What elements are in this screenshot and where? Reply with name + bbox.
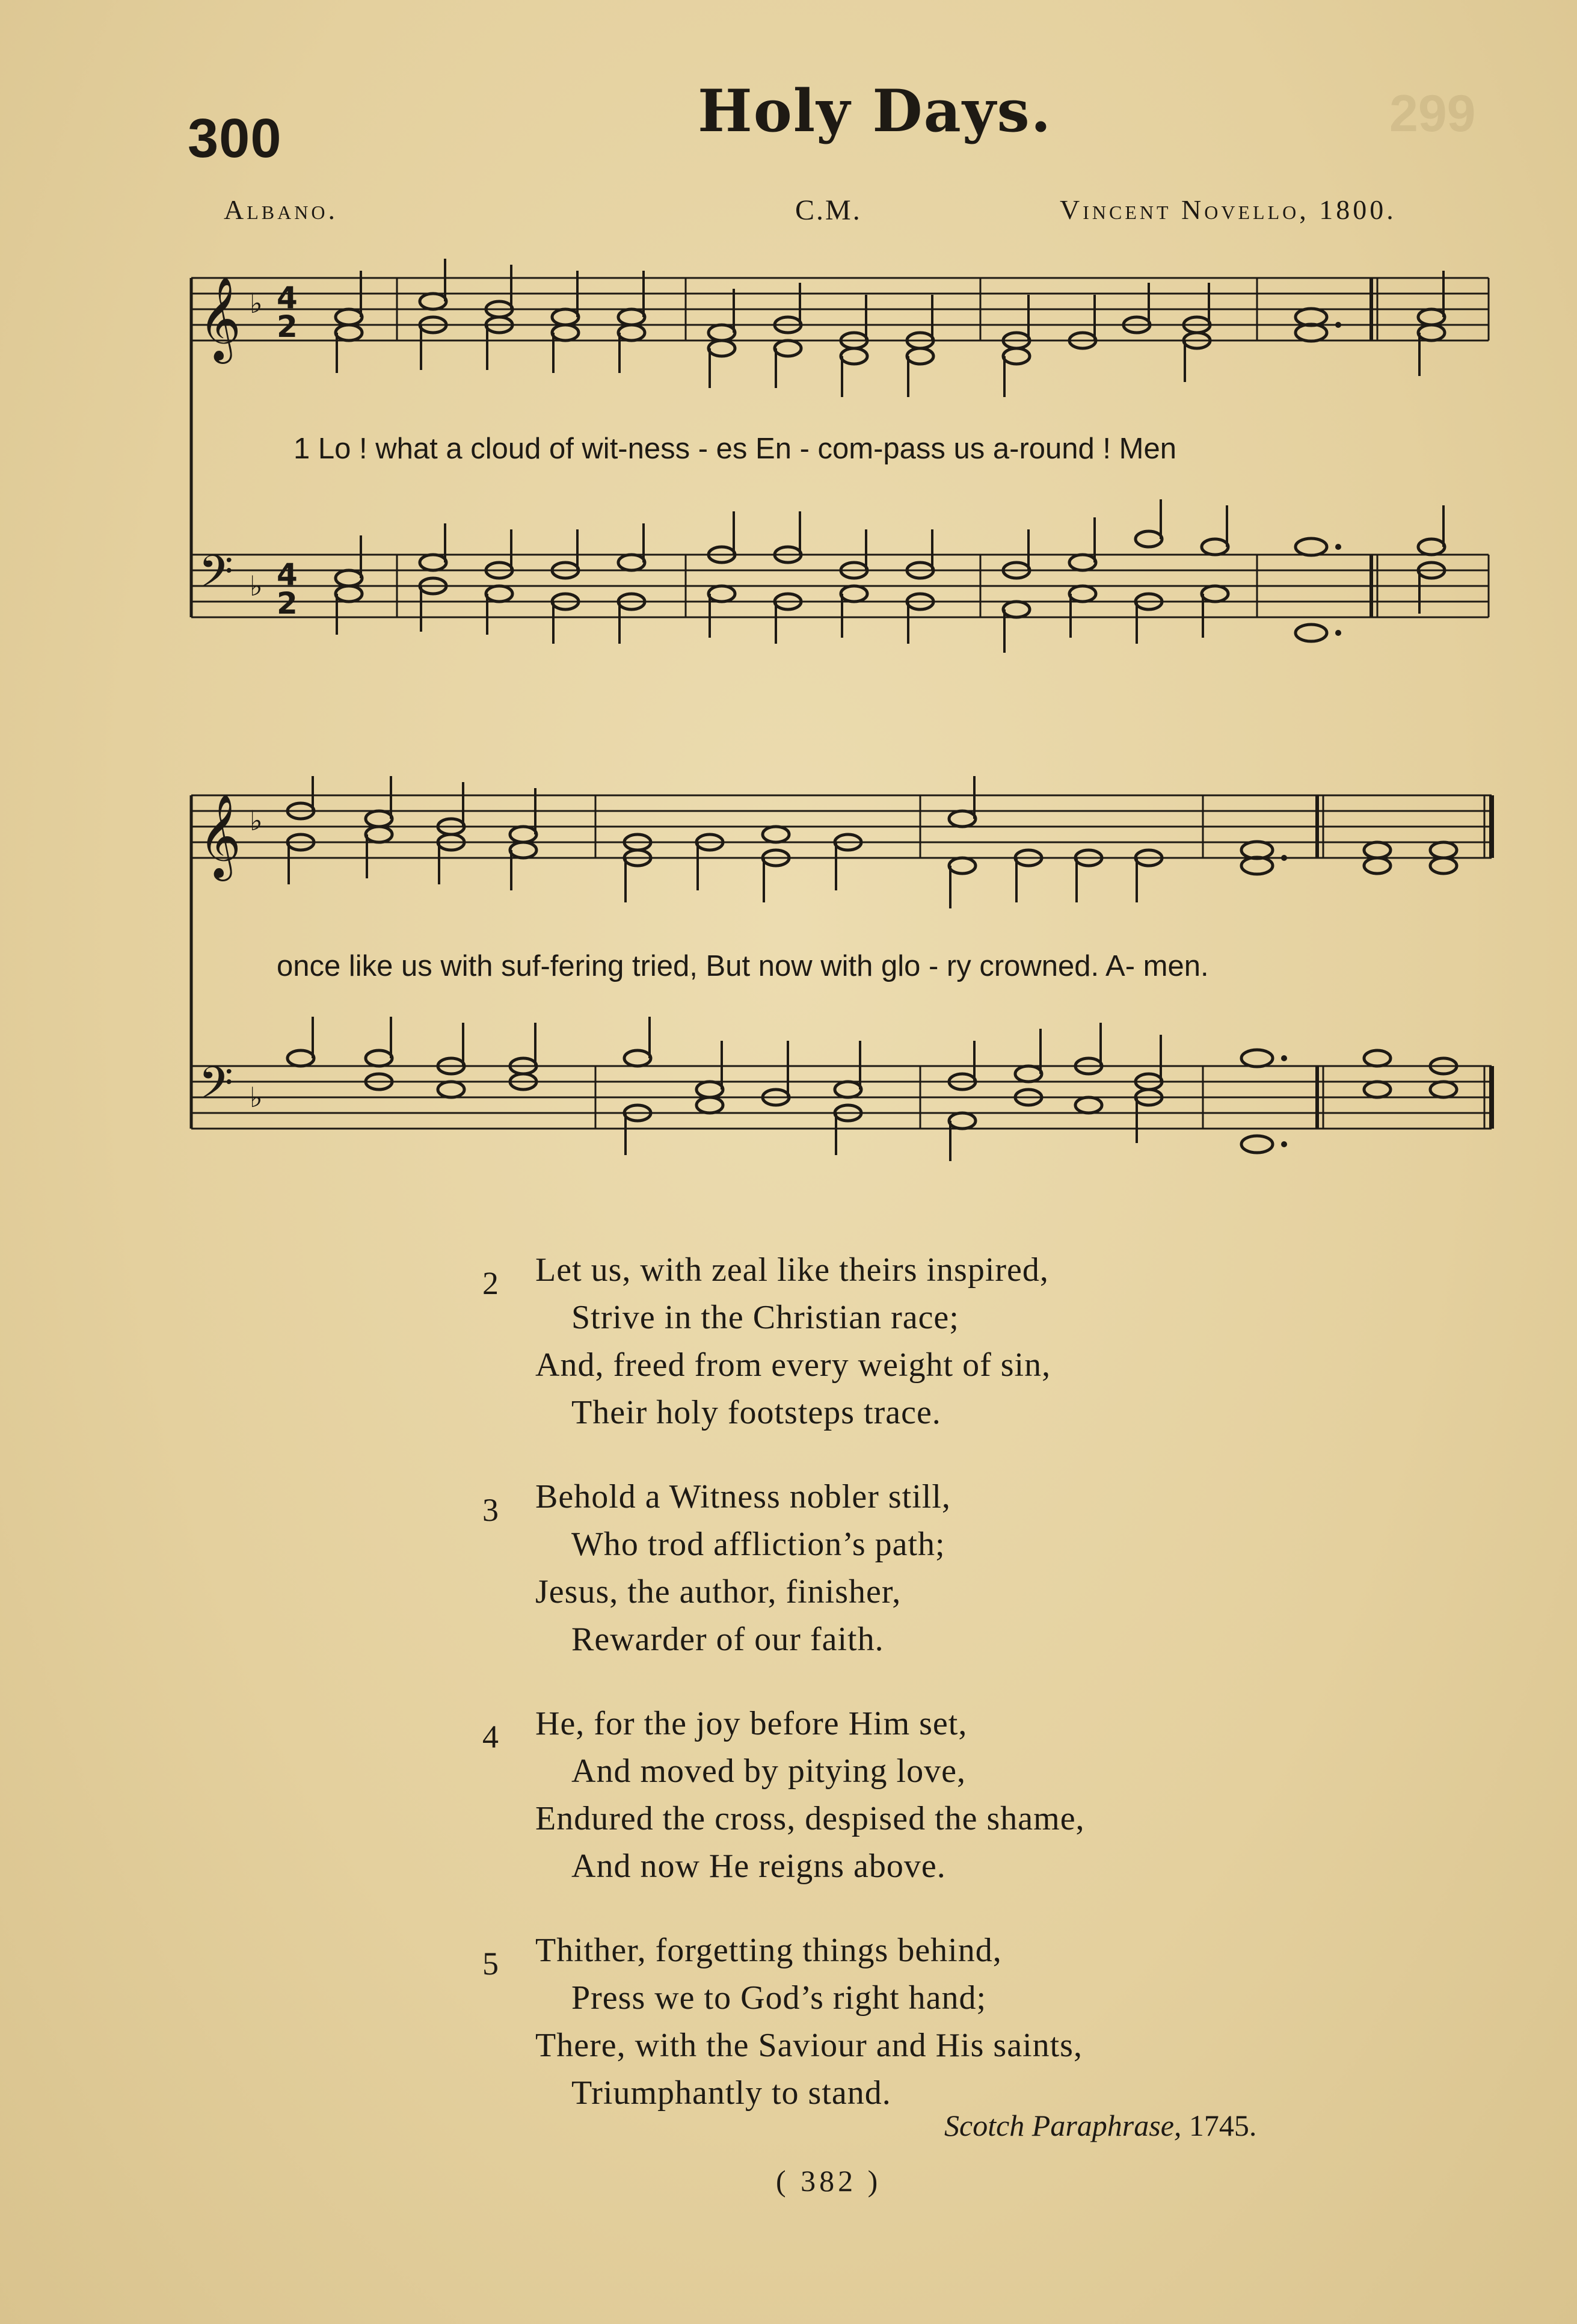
meter: C.M. [795, 194, 862, 226]
verse-line: And, freed from every weight of sin, [535, 1346, 1051, 1384]
lyrics-line-1: 1 Lo ! what a cloud of wit-ness - es En - com-pass us a-round ! Men [294, 433, 1176, 465]
verse-line: And now He reigns above. [571, 1848, 946, 1885]
svg-text:2: 2 [277, 309, 298, 344]
music-notation-system-1 [180, 259, 1504, 680]
verse-line: Jesus, the author, finisher, [535, 1573, 902, 1610]
verse-line: Strive in the Christian race; [571, 1299, 959, 1336]
verse-line: Who trod affliction’s path; [571, 1526, 945, 1563]
verse-line: He, for the joy before Him set, [535, 1705, 968, 1742]
verse-line: Rewarder of our faith. [571, 1621, 884, 1658]
verse-4 [482, 1700, 1085, 1890]
svg-text:♭: ♭ [250, 287, 263, 319]
verse-number: 3 [482, 1492, 499, 1528]
show-through-page-number: 299 [1389, 85, 1476, 143]
attribution-source: Scotch Paraphrase, [944, 2109, 1182, 2142]
verse-number: 4 [482, 1719, 499, 1755]
tune-name: Albano. [224, 194, 338, 225]
verse-5 [482, 1927, 1083, 2117]
svg-text:𝄢: 𝄢 [198, 1057, 233, 1120]
verse-line: Thither, forgetting things behind, [535, 1932, 1002, 1969]
svg-text:♭: ♭ [250, 570, 263, 602]
verse-line: Press we to God’s right hand; [571, 1979, 987, 2017]
verse-line: Their holy footsteps trace. [571, 1394, 941, 1431]
verse-line: And moved by pitying love, [571, 1752, 966, 1790]
verse-2 [482, 1247, 1051, 1437]
verse-3 [482, 1473, 951, 1663]
verse-line: Triumphantly to stand. [571, 2074, 891, 2112]
verse-line: There, with the Saviour and His saints, [535, 2027, 1083, 2064]
svg-text:𝄢: 𝄢 [198, 546, 233, 609]
svg-text:𝄞: 𝄞 [198, 277, 241, 360]
svg-text:4: 4 [277, 557, 298, 592]
verse-line: Let us, with zeal like theirs inspired, [535, 1251, 1049, 1289]
verse-number: 5 [482, 1946, 499, 1982]
verse-line: Endured the cross, despised the shame, [535, 1800, 1085, 1837]
svg-text:4: 4 [277, 280, 298, 315]
hymn-number: 300 [188, 108, 282, 169]
attribution-year: 1745. [1188, 2109, 1257, 2142]
music-system-1 [180, 259, 1504, 680]
svg-text:𝄞: 𝄞 [198, 794, 241, 878]
verse-number: 2 [482, 1265, 499, 1301]
composer: Vincent Novello, 1800. [1060, 194, 1397, 225]
section-title: Holy Days. [698, 77, 1053, 145]
attribution [944, 2108, 1256, 2143]
lyrics-line-2: once like us with suf-fering tried, But now with glo - ry crowned. A- men. [277, 950, 1209, 982]
page-number: ( 382 ) [776, 2164, 882, 2198]
verse-line: Behold a Witness nobler still, [535, 1478, 951, 1515]
svg-text:♭: ♭ [250, 1081, 263, 1114]
svg-text:♭: ♭ [250, 804, 263, 837]
svg-text:2: 2 [277, 586, 298, 621]
